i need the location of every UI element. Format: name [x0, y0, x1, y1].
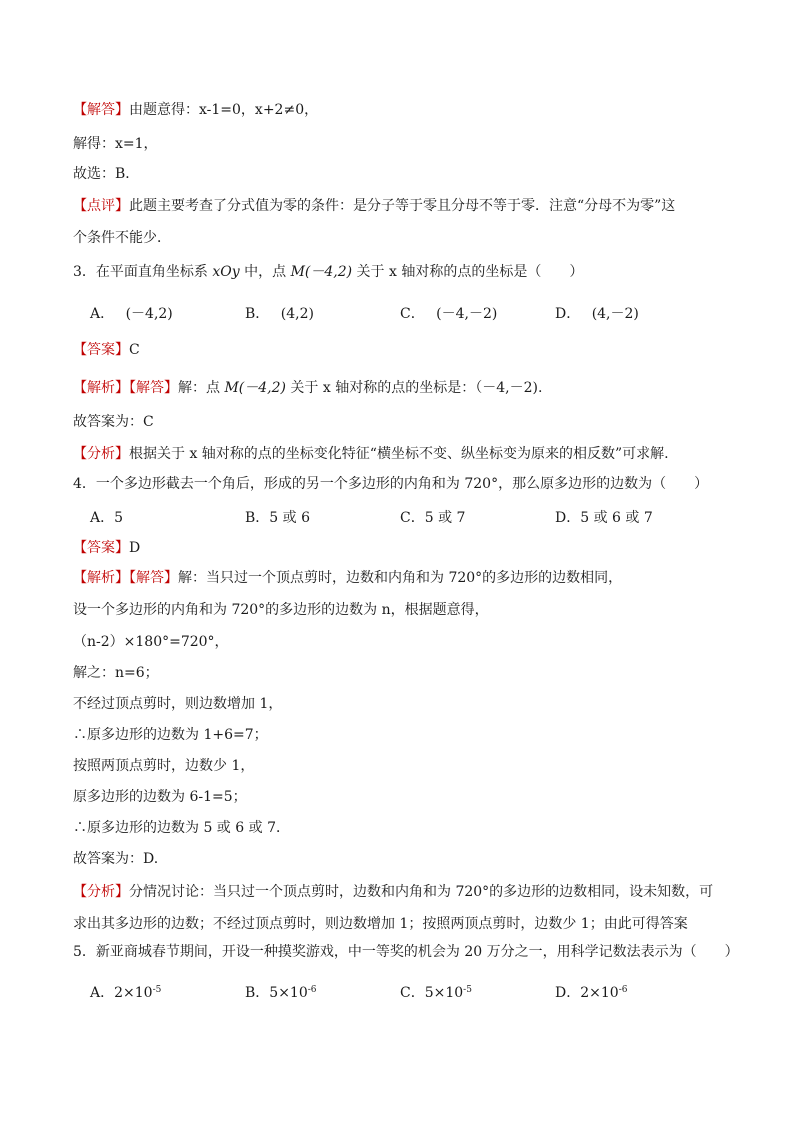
q3-final: 故答案为：C: [73, 414, 154, 430]
q3-analysis: 【解析】【解答】解：点 M(－4,2) 关于 x 轴对称的点的坐标是：（－4,－2).: [73, 380, 543, 396]
q4-step-1: 设一个多边形的内角和为 720°的多边形的边数为 n，根据题意得，: [73, 602, 489, 618]
q5-option-c: C．$5\times 10^{-5}$: [400, 985, 472, 1001]
q3-answer: 【答案】C: [73, 342, 140, 358]
choice-line: 故选：B．: [73, 166, 140, 182]
q5-option-b: B．$5\times 10^{-6}$: [245, 985, 317, 1001]
q4-answer: 【答案】D: [73, 540, 141, 556]
question-5-stem: 5．新亚商城春节期间，开设一种摸奖游戏，中一等奖的机会为 20 万分之一，用科学记数法表示为（ ）: [73, 944, 739, 960]
q4-option-b: B．5 或 6: [245, 510, 311, 526]
q4-option-c: C．5 或 7: [400, 510, 466, 526]
solution-line: 解得：x=1，: [73, 136, 158, 152]
q4-step-2: （n-2）×180°=720°，: [73, 634, 229, 650]
question-4-stem: 4．一个多边形截去一个角后，形成的另一个多边形的内角和为 720°，那么原多边形的边数为（ ）: [73, 476, 709, 492]
comment-paragraph: 【点评】此题主要考查了分式值为零的条件：是分子等于零且分母不等于零．注意“分母不为零”这: [73, 198, 676, 214]
comment-tail: 个条件不能少．: [73, 230, 171, 246]
q4-option-d: D．5 或 6 或 7: [555, 510, 653, 526]
q4-step-7: 原多边形的边数为 6-1=5；: [73, 789, 247, 805]
q4-fenxi: 【分析】分情况讨论：当只过一个顶点剪时，边数和内角和为 720°的多边形的边数相同，设未知数，可求出其多边形的边数；不经过顶点剪时，则边数增加 1；按照两顶点剪时，边数少 1；由此可得答案: [73, 884, 714, 932]
q4-final: 故答案为：D.: [73, 851, 159, 867]
q4-step-3: 解之：n=6；: [73, 665, 159, 681]
q5-option-d: D．$2\times 10^{-6}$: [555, 985, 628, 1001]
q3-option-b: B． (4,2): [245, 306, 314, 322]
q4-step-6: 按照两顶点剪时，边数少 1，: [73, 758, 255, 774]
q3-fenxi: 【分析】根据关于 x 轴对称的点的坐标变化特征“横坐标不变、纵坐标变为原来的相反数”可求解.: [73, 446, 669, 462]
answer-line: 【解答】由题意得：x-1=0，x+2≠0，: [73, 102, 319, 118]
q3-option-d: D． (4,－2): [555, 306, 639, 322]
q3-option-a: A． (－4,2): [90, 306, 173, 322]
question-3-stem: 3．在平面直角坐标系 xOy 中，点 M(－4,2) 关于 x 轴对称的点的坐标是（ ）: [73, 264, 584, 280]
q4-step-4: 不经过顶点剪时，则边数增加 1，: [73, 696, 283, 712]
q5-option-a: A．$2\times 10^{-5}$: [90, 985, 162, 1001]
q4-analysis: 【解析】【解答】解：当只过一个顶点剪时，边数和内角和为 720°的多边形的边数相同，: [73, 570, 623, 586]
q4-step-5: ∴原多边形的边数为 1+6=7；: [73, 727, 268, 743]
q4-step-8: ∴原多边形的边数为 5 或 6 或 7．: [73, 820, 290, 836]
q3-option-c: C． (－4,－2): [400, 306, 498, 322]
q4-option-a: A．5: [90, 510, 124, 526]
